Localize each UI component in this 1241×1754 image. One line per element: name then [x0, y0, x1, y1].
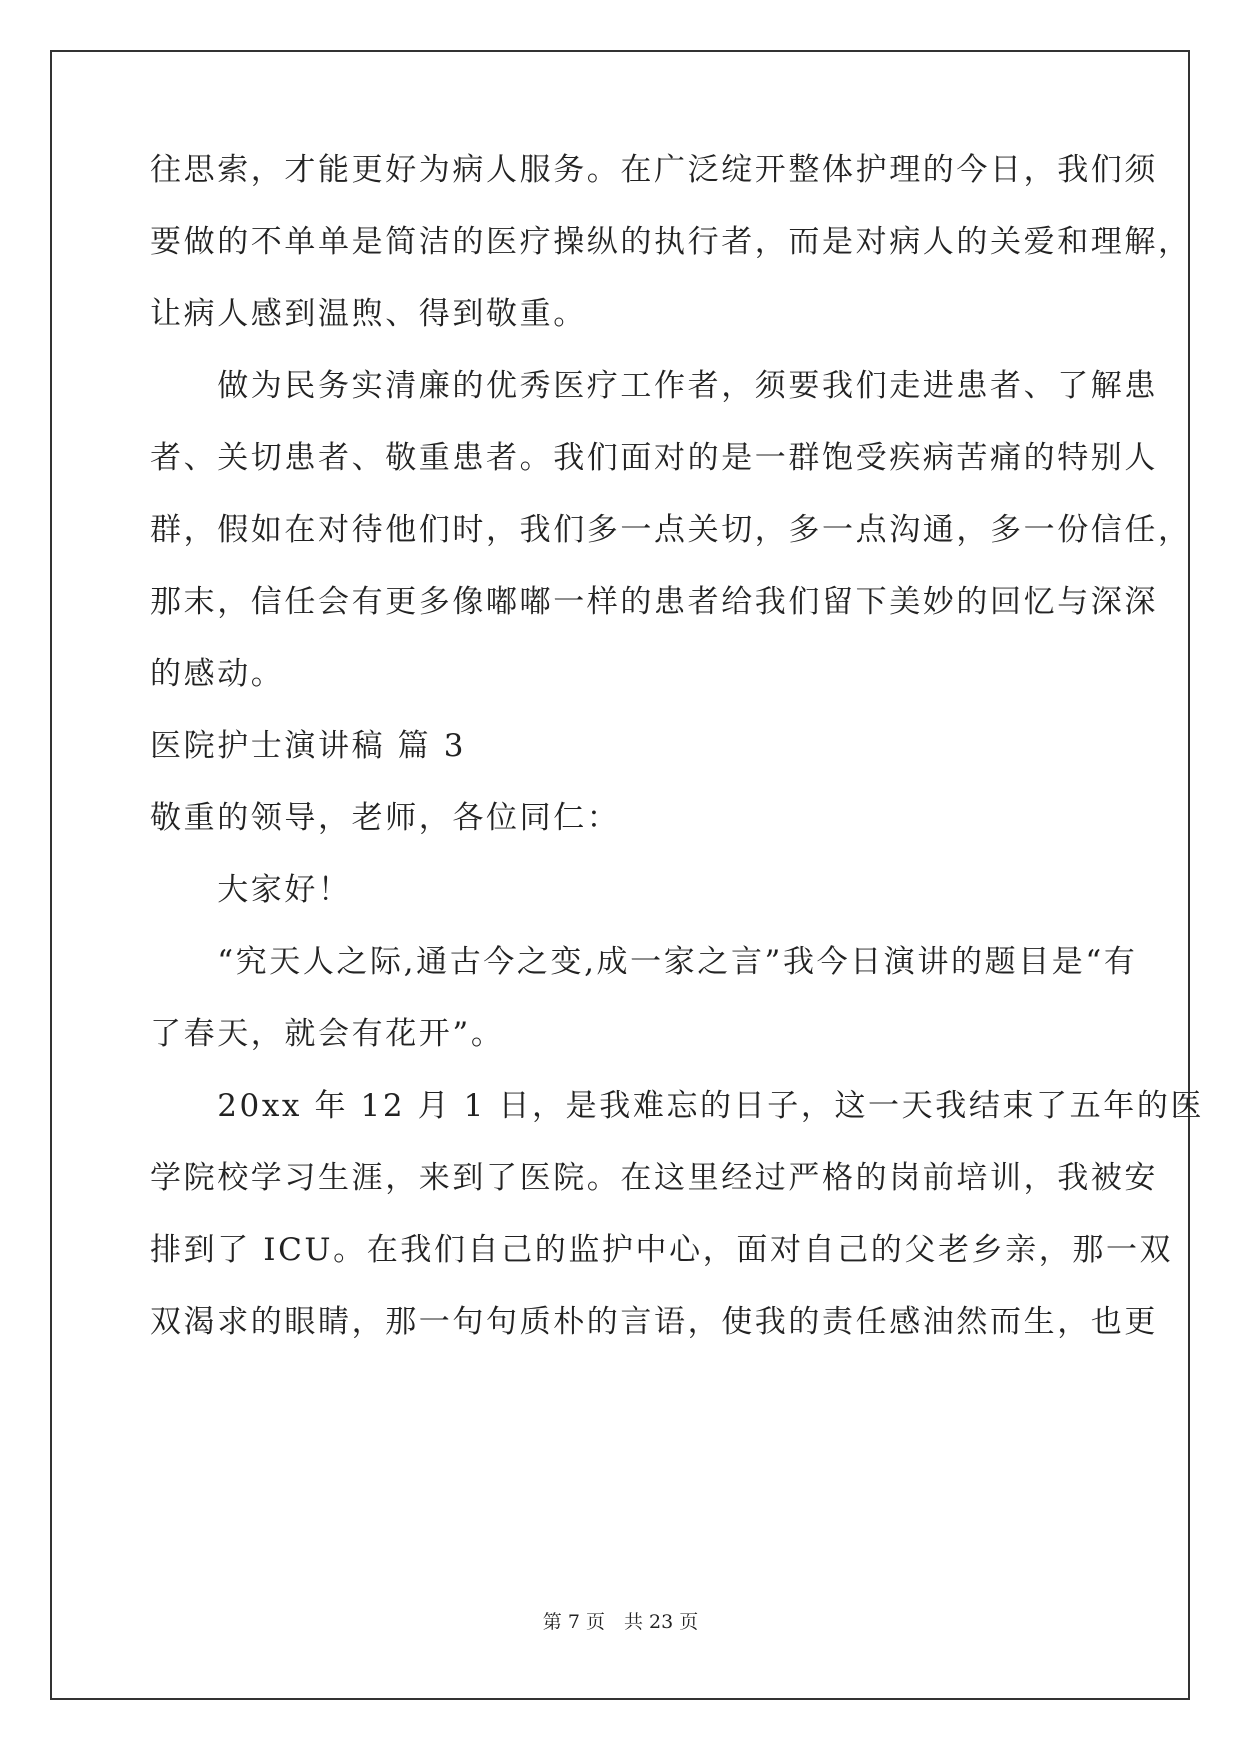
- section-heading: 医院护士演讲稿 篇 3: [150, 728, 467, 764]
- text-line: 排到了 ICU。在我们自己的监护中心，面对自己的父老乡亲，那一双: [150, 1232, 1174, 1268]
- text-line: 做为民务实清廉的优秀医疗工作者，须要我们走进患者、了解患: [150, 368, 1158, 404]
- salutation: 敬重的领导，老师，各位同仁：: [150, 800, 621, 836]
- text-line: 的感动。: [150, 656, 285, 692]
- text-line: 双渴求的眼睛，那一句句质朴的言语，使我的责任感油然而生，也更: [150, 1304, 1158, 1340]
- text-line: 往思索，才能更好为病人服务。在广泛绽开整体护理的今日，我们须: [150, 152, 1158, 188]
- text-line: “究天人之际,通古今之变,成一家之言”我今日演讲的题目是“有: [150, 944, 1138, 980]
- text-line: 了春天，就会有花开”。: [150, 1016, 505, 1052]
- text-line: 20xx 年 12 月 1 日，是我难忘的日子，这一天我结束了五年的医: [150, 1088, 1205, 1124]
- text-line: 要做的不单单是简洁的医疗操纵的执行者，而是对病人的关爱和理解，: [150, 224, 1192, 260]
- text-line: 群，假如在对待他们时，我们多一点关切，多一点沟通，多一份信任，: [150, 512, 1192, 548]
- text-line: 让病人感到温煦、得到敬重。: [150, 296, 587, 332]
- text-line: 者、关切患者、敬重患者。我们面对的是一群饱受疾病苦痛的特别人: [150, 440, 1158, 476]
- text-line: 学院校学习生涯，来到了医院。在这里经过严格的岗前培训，我被安: [150, 1160, 1158, 1196]
- greeting: 大家好！: [150, 872, 352, 908]
- page-number-footer: 第 7 页 共 23 页: [542, 1611, 699, 1633]
- text-line: 那末，信任会有更多像嘟嘟一样的患者给我们留下美妙的回忆与深深: [150, 584, 1158, 620]
